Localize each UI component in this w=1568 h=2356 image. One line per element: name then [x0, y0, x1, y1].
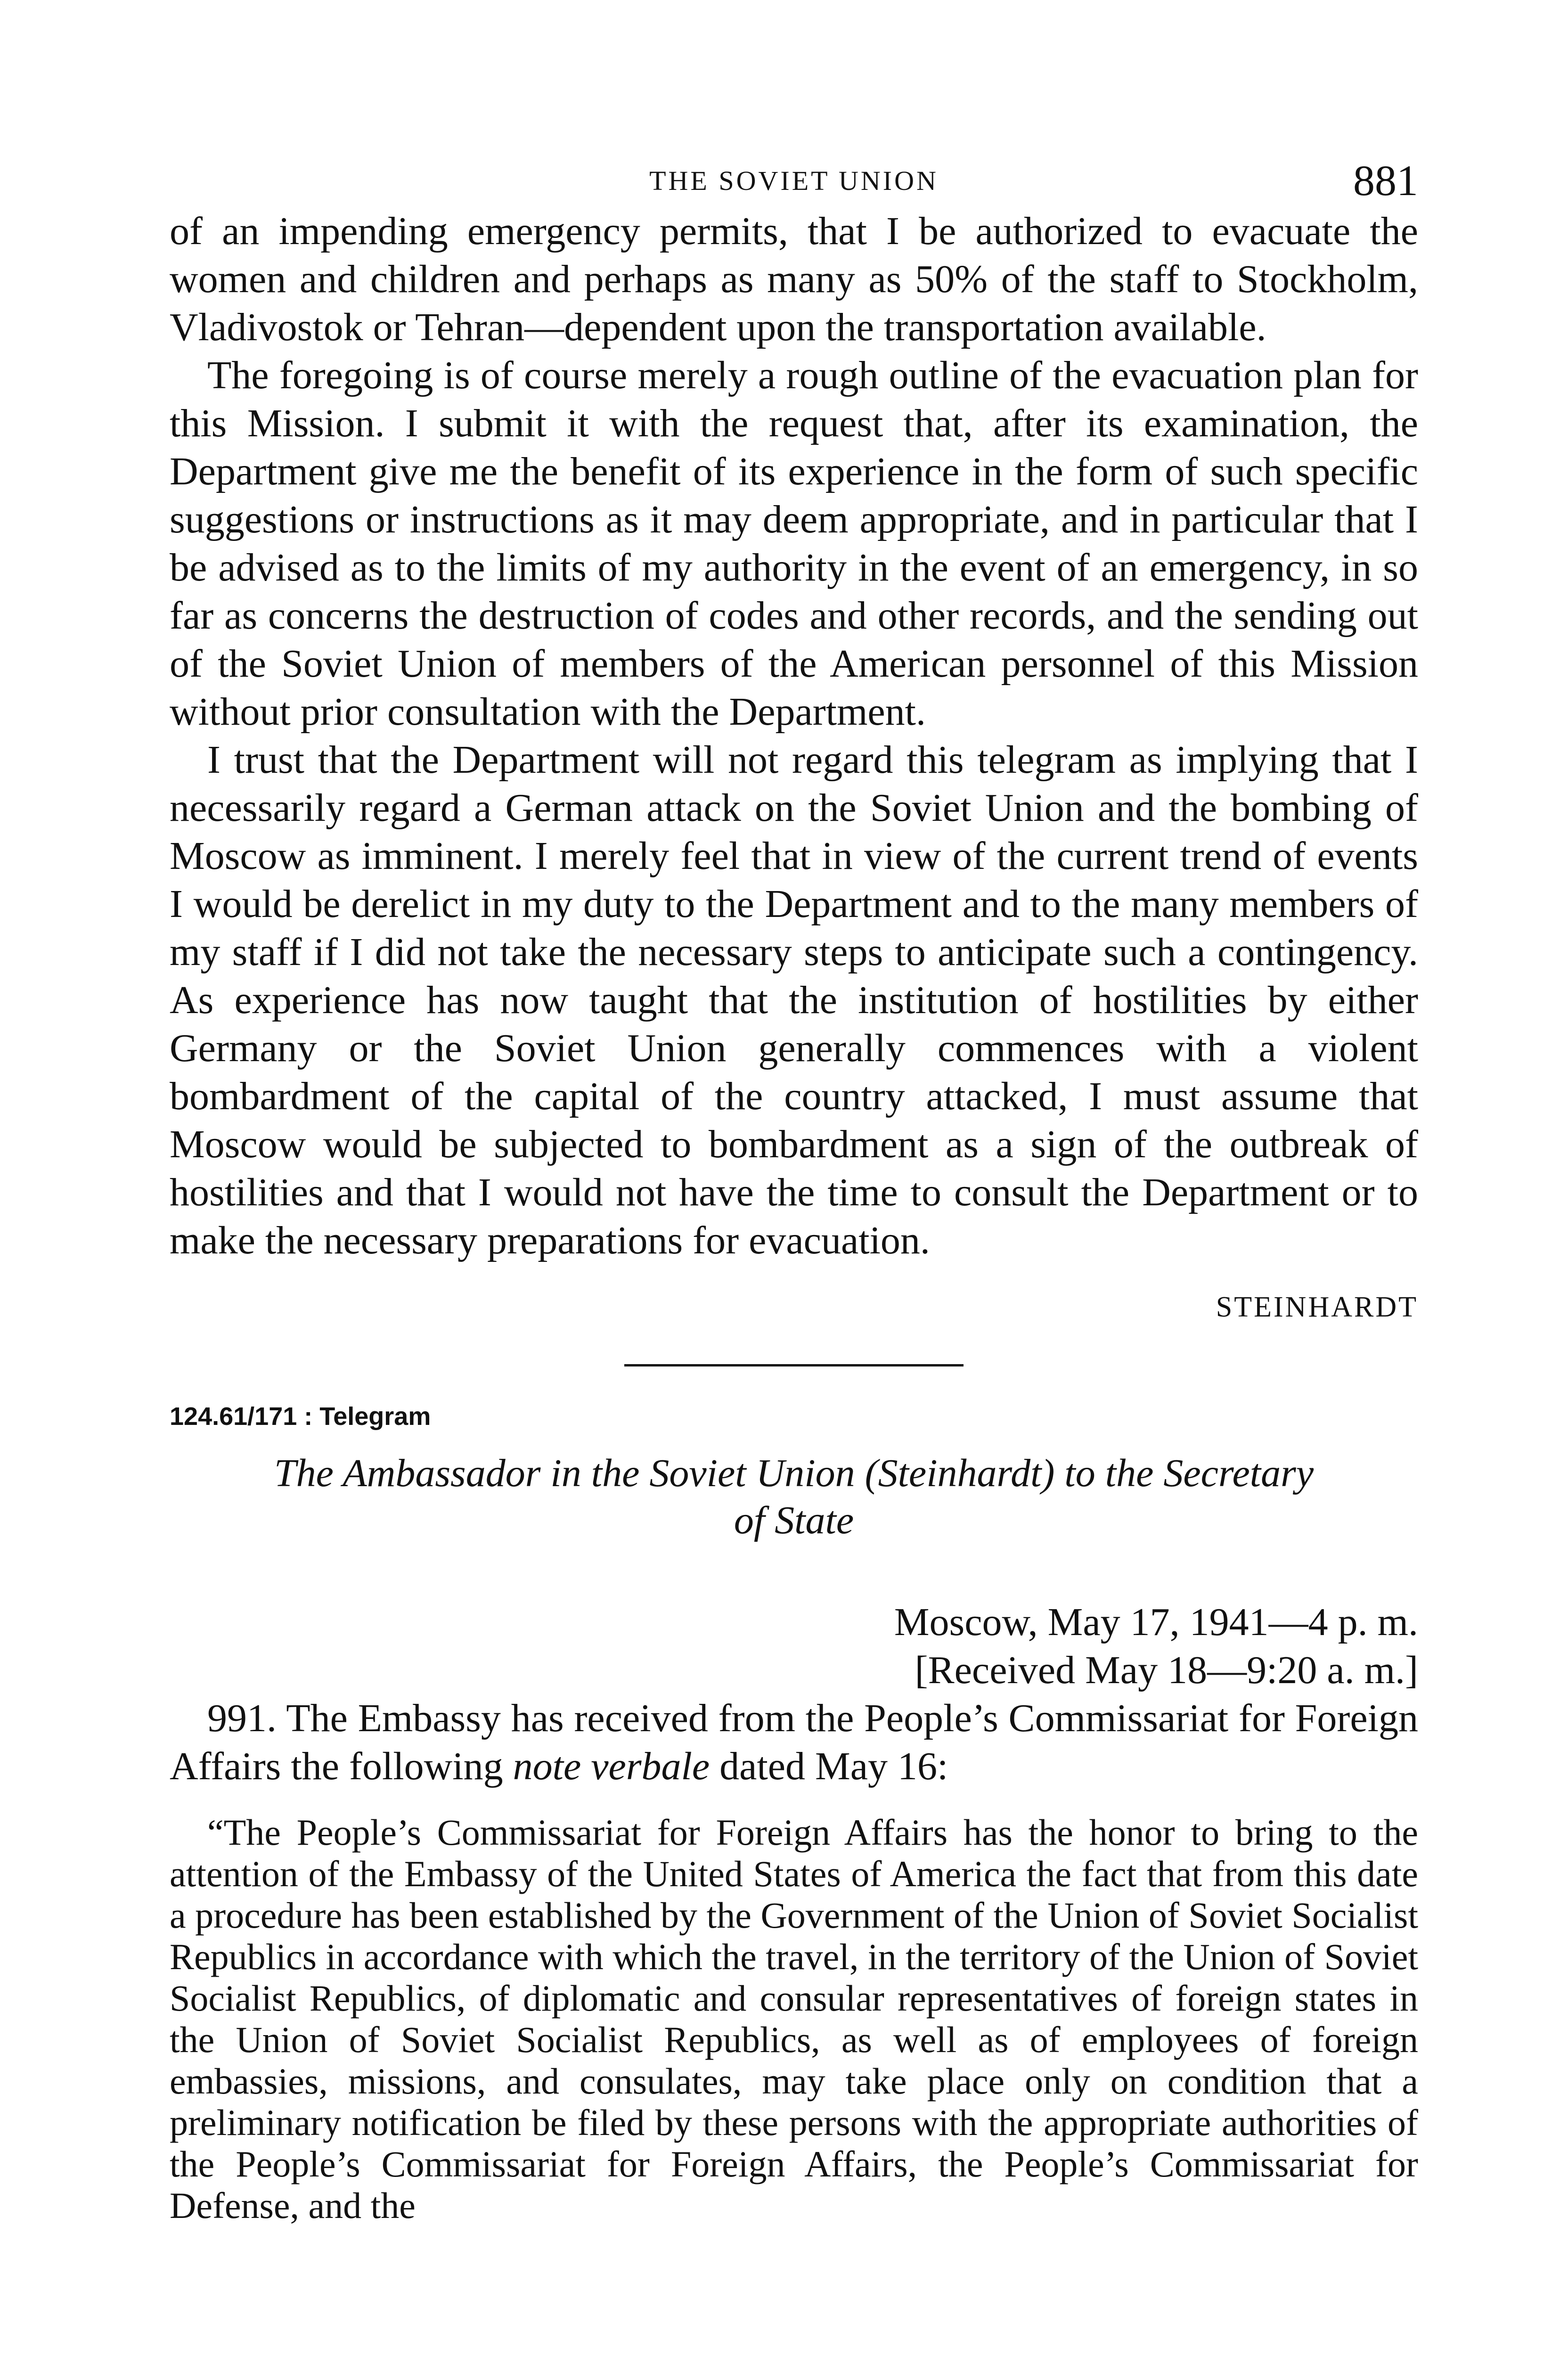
received-note: [Received May 18—9:20 a. m.] — [915, 1648, 1418, 1692]
running-title: THE SOVIET UNION — [649, 165, 939, 196]
paragraph-2: The foregoing is of course merely a rough outline of the evacuation plan for this Mission. I submit it with the request that, after its examination, the Department give me the benefit of its experience in the form of such specific suggestions or instructions as it may deem appropriate, and in particular that I be advised as to the limits of my authority in the event of an emergency, in so far as concerns the destruction of codes and other records, and the sending out of the Soviet Union of members of the American personnel of this Mission without prior consultation with the Department. — [170, 353, 1418, 734]
file-reference: 124.61/171 : Telegram — [170, 1402, 431, 1431]
document-title: The Ambassador in the Soviet Union (Steinhardt) to the Secretary of State — [274, 1451, 1314, 1542]
dateline: Moscow, May 17, 1941—4 p. m. — [894, 1600, 1418, 1644]
paragraph-3: I trust that the Department will not regard this telegram as implying that I necessarily regard a German attack on the Soviet Union and the bombing of Moscow as imminent. I merely feel that in view of the current trend of events I would be derelict in my duty to the Department and to the many members of my staff if I did not take the necessary steps to anticipate such a contingency. As experience has now taught that the institution of hostilities by either Germany or the Soviet Union generally commences with a violent bombardment of the capital of the country attacked, I must assume that Moscow would be subjected to bombardment as a sign of the outbreak of hostilities and that I would not have the time to consult the Department or to make the necessary preparations for evacuation. — [170, 738, 1418, 1262]
quoted-note: “The People’s Commissariat for Foreign Affairs has the honor to bring to the attention of the Embassy of the United States of America the fact that from this date a procedure has been established by the Government of the Union of Soviet Socialist Republics in accordance with which the travel, in the territory of the Union of Soviet Socialist Republics, of diplomatic and consular representatives of foreign states in the Union of Soviet Socialist Republics, as well as of employees of foreign embassies, missions, and consulates, may take place only on condition that a preliminary notification be filed by these persons with the appropriate authorities of the People’s Commissariat for Foreign Affairs, the People’s Commissariat for Defense, and the — [170, 1812, 1418, 2226]
paragraph-991-end: dated May 16: — [710, 1744, 948, 1788]
signature: STEINHARDT — [1216, 1291, 1418, 1323]
paragraph-991 — [170, 1694, 1418, 1791]
paragraph-991-start: 991. The Embassy has received from the People’s Commissariat for Foreign Affairs the following — [170, 1696, 1418, 1788]
page-number: 881 — [1353, 156, 1418, 205]
note-verbale-term: note verbale — [513, 1744, 710, 1788]
running-header — [170, 155, 1418, 207]
section-divider — [624, 1364, 964, 1366]
document-page — [170, 155, 1418, 2226]
paragraph-1: of an impending emergency permits, that I be authorized to evacuate the women and children and perhaps as many as 50% of the staff to Stockholm, Vladivostok or Tehran—dependent upon the transportation available. — [170, 209, 1418, 349]
